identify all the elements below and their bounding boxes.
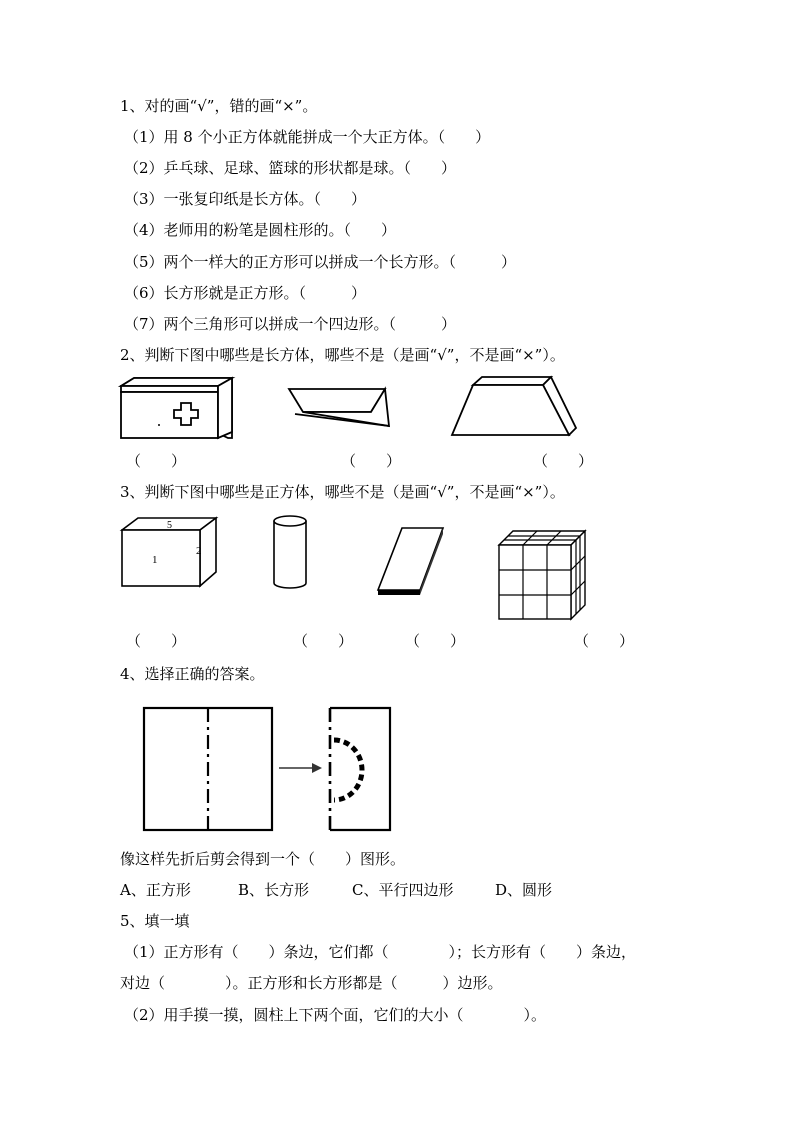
cube-side-label: 2 xyxy=(196,545,202,557)
q4-option-c[interactable]: C、平行四边形 xyxy=(352,881,454,899)
q4-option-a[interactable]: A、正方形 xyxy=(120,881,191,899)
q1-item-2: （2）乒乓球、足球、篮球的形状都是球。（ ） xyxy=(124,159,457,177)
q1-item-5: （5）两个一样大的正方形可以拼成一个长方形。（ ） xyxy=(124,253,517,271)
q1-item-1: （1）用 8 个小正方体就能拼成一个大正方体。（ ） xyxy=(124,128,491,146)
fold-cut-figure xyxy=(142,706,398,832)
q2-title: 2、判断下图中哪些是长方体，哪些不是（是画“√”，不是画“×”）。 xyxy=(120,346,565,364)
q4-option-d[interactable]: D、圆形 xyxy=(495,881,553,899)
q5-line-1: （1）正方形有（ ）条边，它们都（ ）；长方形有（ ）条边， xyxy=(124,943,637,961)
q2-blank-2[interactable]: （ ） xyxy=(341,452,402,470)
q3-blank-3[interactable]: （ ） xyxy=(405,632,466,650)
trapezoid-block-figure xyxy=(448,374,588,440)
q2-blank-3[interactable]: （ ） xyxy=(533,452,594,470)
q4-question: 像这样先折后剪会得到一个（ ）图形。 xyxy=(120,850,406,868)
rubik-cube-figure xyxy=(497,529,589,621)
cube-front-label: 1 xyxy=(152,554,158,566)
thin-box-figure xyxy=(375,524,447,598)
cylinder-figure xyxy=(271,513,311,591)
q1-item-6: （6）长方形就是正方形。（ ） xyxy=(124,284,367,302)
q5-title: 5、填一填 xyxy=(120,912,190,930)
q3-blank-2[interactable]: （ ） xyxy=(293,632,354,650)
q3-blank-4[interactable]: （ ） xyxy=(574,632,635,650)
q1-title: 1、对的画“√”，错的画“×”。 xyxy=(120,97,318,115)
q4-option-b[interactable]: B、长方形 xyxy=(238,881,310,899)
numbered-cube-figure xyxy=(120,516,220,590)
q1-item-7: （7）两个三角形可以拼成一个四边形。（ ） xyxy=(124,315,457,333)
medicine-box-figure xyxy=(118,376,238,442)
wedge-board-figure xyxy=(285,386,395,430)
q5-line-2: 对边（ ）。正方形和长方形都是（ ）边形。 xyxy=(120,974,503,992)
q3-title: 3、判断下图中哪些是正方体，哪些不是（是画“√”，不是画“×”）。 xyxy=(120,483,565,501)
q1-item-3: （3）一张复印纸是长方体。（ ） xyxy=(124,190,367,208)
q5-line-3: （2）用手摸一摸，圆柱上下两个面，它们的大小（ ）。 xyxy=(124,1006,547,1024)
q3-blank-1[interactable]: （ ） xyxy=(126,632,187,650)
q2-blank-1[interactable]: （ ） xyxy=(126,452,187,470)
q4-title: 4、选择正确的答案。 xyxy=(120,665,265,683)
cube-top-label: 5 xyxy=(167,520,172,531)
q1-item-4: （4）老师用的粉笔是圆柱形的。（ ） xyxy=(124,221,397,239)
